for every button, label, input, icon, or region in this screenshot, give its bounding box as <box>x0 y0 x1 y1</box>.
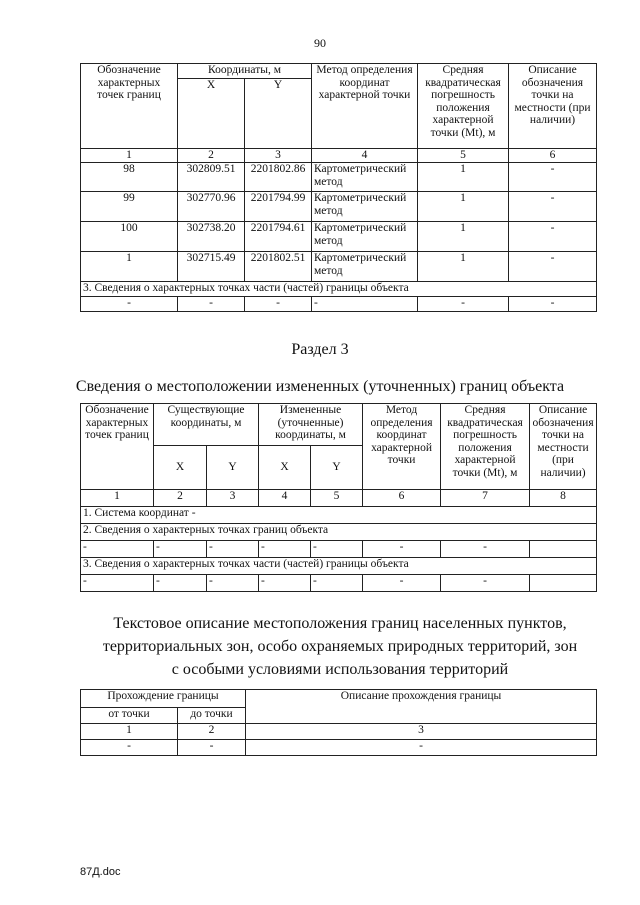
cell-dash: - <box>246 740 597 756</box>
col-num: 2 <box>178 724 246 740</box>
col-num: 4 <box>312 149 418 163</box>
parts-points-row: 3. Сведения о характерных точках части (частей) границы объекта <box>81 558 597 575</box>
col-num: 4 <box>259 490 311 507</box>
boundary-passage-table <box>80 689 597 756</box>
error: 1 <box>418 252 509 282</box>
header-existing-coords: Существующие координаты, м <box>154 404 259 446</box>
coord-y: 2201794.99 <box>245 192 312 222</box>
coord-y: 2201802.86 <box>245 163 312 192</box>
description: - <box>509 252 597 282</box>
cell-dash: - <box>259 575 311 592</box>
col-num: 5 <box>418 149 509 163</box>
cell-dash: - <box>81 541 154 558</box>
error: 1 <box>418 163 509 192</box>
cell-dash: - <box>178 297 245 312</box>
point-id: 98 <box>81 163 178 192</box>
header-method: Метод определения координат характерной точки <box>312 64 418 149</box>
point-id: 99 <box>81 192 178 222</box>
col-num: 3 <box>245 149 312 163</box>
cell-dash: - <box>178 740 246 756</box>
col-num: 7 <box>441 490 530 507</box>
col-num: 2 <box>178 149 245 163</box>
description: - <box>509 163 597 192</box>
coordinate-system-row: 1. Система координат - <box>81 507 597 524</box>
cell-dash: - <box>312 297 418 312</box>
header-y: Y <box>245 79 312 149</box>
header-error: Средняя квадратическая погрешность положения характерной точки (Mt), м <box>418 64 509 149</box>
col-num: 3 <box>246 724 597 740</box>
header-passage: Прохождение границы <box>81 690 246 708</box>
footer-filename: 87Д.doc <box>80 866 121 878</box>
point-id: 1 <box>81 252 178 282</box>
description: - <box>509 192 597 222</box>
col-num: 1 <box>81 724 178 740</box>
table-row <box>81 192 597 222</box>
text-description-line: с особыми условиями использования территорий <box>171 661 509 678</box>
table-row <box>81 575 597 592</box>
col-num: 3 <box>207 490 259 507</box>
cell-dash: - <box>154 575 207 592</box>
method: Картометрический метод <box>312 222 418 252</box>
cell-dash: - <box>363 541 441 558</box>
coord-x: 302809.51 <box>178 163 245 192</box>
header-x: X <box>259 446 311 490</box>
cell-empty <box>530 541 597 558</box>
col-num: 6 <box>363 490 441 507</box>
header-from-point: от точки <box>81 708 178 724</box>
col-num: 1 <box>81 149 178 163</box>
coord-x: 302770.96 <box>178 192 245 222</box>
header-error: Средняя квадратическая погрешность положения характерной точки (Mt), м <box>441 404 530 490</box>
method: Картометрический метод <box>312 192 418 222</box>
table-row <box>81 252 597 282</box>
cell-dash: - <box>311 575 363 592</box>
method: Картометрический метод <box>312 252 418 282</box>
header-coordinates: Координаты, м <box>178 64 312 79</box>
page-number: 90 <box>314 36 326 50</box>
header-changed-coords: Измененные (уточненные) координаты, м <box>259 404 363 446</box>
cell-dash: - <box>245 297 312 312</box>
header-designation: Обозначение характерных точек границ <box>81 404 154 490</box>
table-row <box>81 740 597 756</box>
cell-dash: - <box>259 541 311 558</box>
cell-dash: - <box>154 541 207 558</box>
changed-boundaries-table <box>80 403 597 592</box>
header-description: Описание обозначения точки на местности (при наличии) <box>509 64 597 149</box>
header-x: X <box>154 446 207 490</box>
cell-dash: - <box>81 575 154 592</box>
cell-dash: - <box>207 575 259 592</box>
coord-x: 302738.20 <box>178 222 245 252</box>
error: 1 <box>418 192 509 222</box>
cell-dash: - <box>418 297 509 312</box>
header-description: Описание обозначения точки на местности (при наличии) <box>530 404 597 490</box>
header-method: Метод определения координат характерной точки <box>363 404 441 490</box>
cell-dash: - <box>311 541 363 558</box>
cell-dash: - <box>363 575 441 592</box>
header-y: Y <box>311 446 363 490</box>
point-id: 100 <box>81 222 178 252</box>
cell-dash: - <box>81 740 178 756</box>
cell-dash: - <box>207 541 259 558</box>
coord-x: 302715.49 <box>178 252 245 282</box>
section-title: Раздел 3 <box>291 341 349 358</box>
col-num: 6 <box>509 149 597 163</box>
text-description-line: территориальных зон, особо охраняемых природных территорий, зон <box>102 638 578 655</box>
cell-dash: - <box>441 541 530 558</box>
text-description-title <box>80 612 600 681</box>
coordinates-table <box>80 63 597 312</box>
description: - <box>509 222 597 252</box>
table-row <box>81 222 597 252</box>
cell-empty <box>530 575 597 592</box>
header-designation: Обозначение характерных точек границ <box>81 64 178 149</box>
cell-dash: - <box>509 297 597 312</box>
error: 1 <box>418 222 509 252</box>
coord-y: 2201794.61 <box>245 222 312 252</box>
section-subtitle: Сведения о местоположении измененных (уточненных) границ объекта <box>75 378 565 395</box>
boundary-points-row: 2. Сведения о характерных точках границ объекта <box>81 524 597 541</box>
col-num: 2 <box>154 490 207 507</box>
col-num: 5 <box>311 490 363 507</box>
text-description-line: Текстовое описание местоположения границ населенных пунктов, <box>113 615 567 632</box>
col-num: 8 <box>530 490 597 507</box>
header-passage-description: Описание прохождения границы <box>246 690 597 724</box>
table-row <box>81 541 597 558</box>
table-row <box>81 297 597 312</box>
col-num: 1 <box>81 490 154 507</box>
method: Картометрический метод <box>312 163 418 192</box>
header-x: X <box>178 79 245 149</box>
coord-y: 2201802.51 <box>245 252 312 282</box>
table-row <box>81 163 597 192</box>
section-parts-row: 3. Сведения о характерных точках части (частей) границы объекта <box>81 282 597 297</box>
header-to-point: до точки <box>178 708 246 724</box>
cell-dash: - <box>441 575 530 592</box>
cell-dash: - <box>81 297 178 312</box>
header-y: Y <box>207 446 259 490</box>
